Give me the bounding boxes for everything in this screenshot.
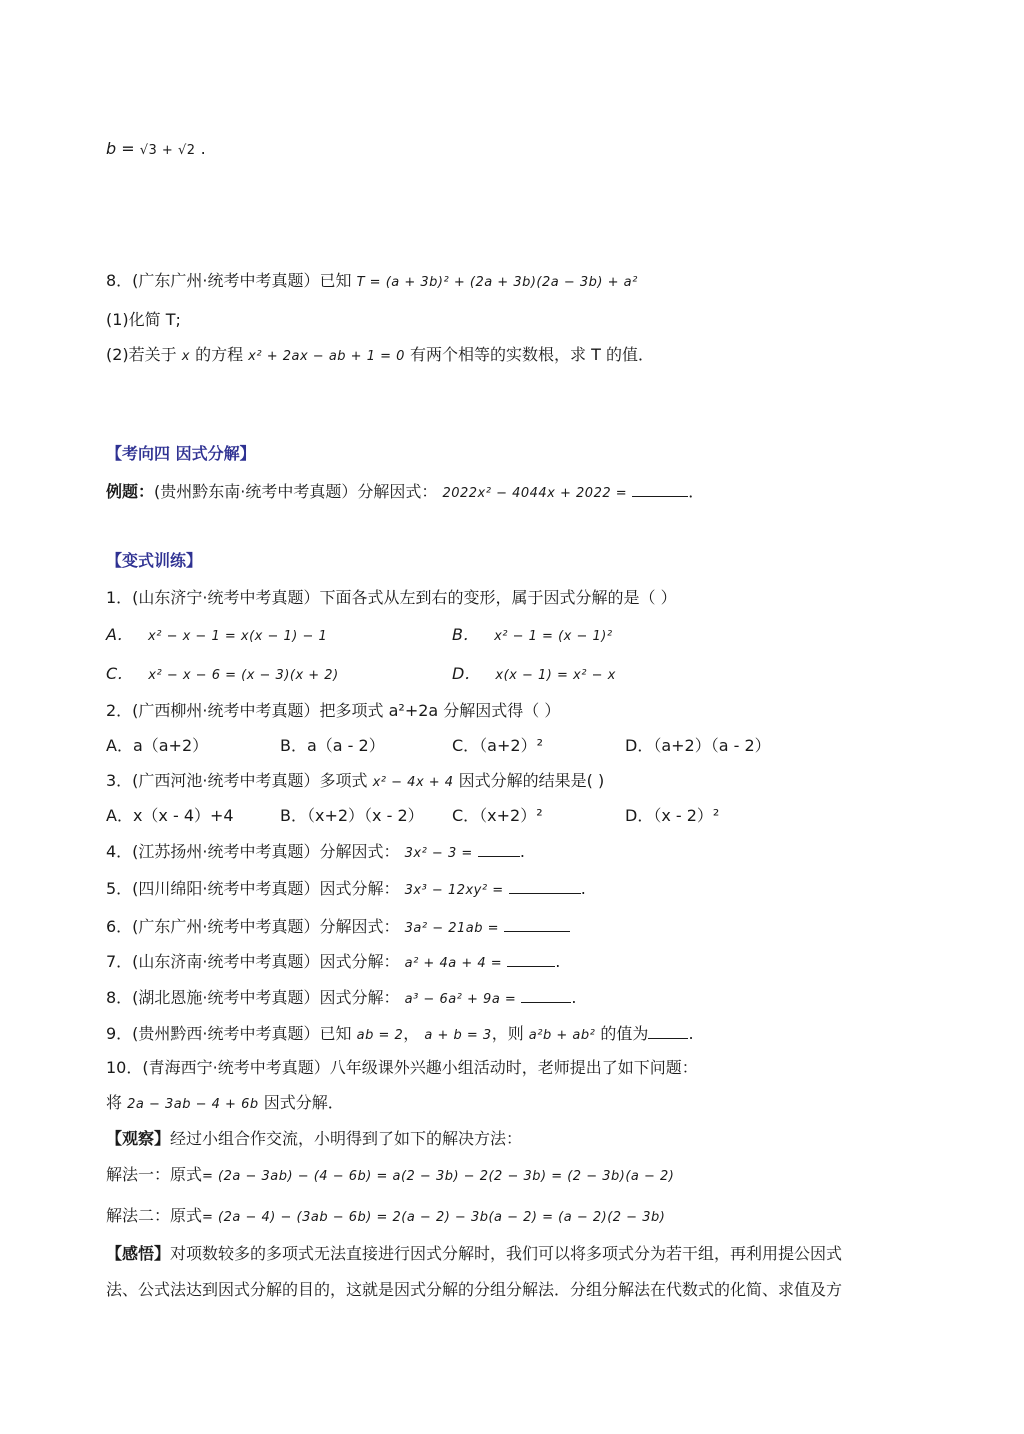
p2-option-c: C．（a+2）² xyxy=(452,736,543,755)
practice-heading: 【变式训练】 xyxy=(106,551,203,570)
p10-insight-1 xyxy=(106,1243,842,1265)
p7-stem: 7．(山东济南·统考中考真题）因式分解： xyxy=(106,952,400,971)
section4-example xyxy=(106,481,704,505)
p7 xyxy=(106,951,560,975)
p1-option-a xyxy=(106,624,327,648)
p10-insight-2: 法、公式法达到因式分解的目的，这就是因式分解的分组分解法．分组分解法在代数式的化简、求值及方 xyxy=(106,1280,843,1299)
p1-option-d xyxy=(452,663,616,687)
p9-sep: ， xyxy=(403,1024,420,1043)
q8-part2-var: x xyxy=(181,349,190,364)
p5 xyxy=(106,878,586,902)
p2-stem: 2．(广西柳州·统考中考真题）把多项式 a²+2a 分解因式得（ ） xyxy=(106,701,561,720)
p1-a-label: A． xyxy=(106,625,133,644)
p1-b-label: B． xyxy=(452,625,479,644)
p10-m1-label: 解法一：原式 xyxy=(106,1165,203,1184)
p3-option-b: B．（x+2）（x - 2） xyxy=(280,806,424,825)
p9-f1: ab = 2 xyxy=(356,1028,404,1043)
q8-stem-line xyxy=(106,270,638,294)
p6-formula: 3a² − 21ab = xyxy=(404,921,500,936)
p2-option-a: A．a（a+2） xyxy=(106,736,209,755)
p5-formula: 3x³ − 12xy² = xyxy=(404,883,504,898)
intro-rhs: √3 + √2 xyxy=(139,143,196,158)
p8-end: . xyxy=(571,988,577,1007)
p4 xyxy=(106,841,525,865)
p2-option-d: D．（a+2）（a - 2） xyxy=(625,736,771,755)
q8-stem: 8．(广东广州·统考中考真题）已知 xyxy=(106,271,352,290)
p3-stem-b: 因式分解的结果是( ) xyxy=(458,771,605,790)
p4-answer-blank[interactable] xyxy=(478,842,520,857)
p3-option-c: C．（x+2）² xyxy=(452,806,543,825)
p9-stem-b: ，则 xyxy=(491,1024,524,1043)
p10-method1 xyxy=(106,1164,674,1188)
p1-option-c xyxy=(106,663,339,687)
p1-d-text: x(x − 1) = x² − x xyxy=(495,668,616,683)
p10-method2 xyxy=(106,1205,665,1229)
p8 xyxy=(106,987,577,1011)
p6 xyxy=(106,916,570,940)
q8-part2-c: 有两个相等的实数根，求 T 的值． xyxy=(410,345,654,364)
intro-end: . xyxy=(200,139,206,158)
section4-heading: 【考向四 因式分解】 xyxy=(106,444,256,463)
q8-formula: T = (a + 3b)² + (2a + 3b)(2a − 3b) + a² xyxy=(356,275,638,290)
q8-part2-a: (2)若关于 xyxy=(106,345,177,364)
p4-end: . xyxy=(519,842,525,861)
intro-lhs: b = xyxy=(106,139,135,158)
p10-m1: = (2a − 3ab) − (4 − 6b) = a(2 − 3b) − 2(2 − 3b) = (2 − 3b)(a − 2) xyxy=(202,1169,675,1184)
p1-b-text: x² − 1 = (x − 1)² xyxy=(494,629,613,644)
p9-stem-c: 的值为 xyxy=(600,1024,649,1043)
p8-stem: 8．(湖北恩施·统考中考真题）因式分解： xyxy=(106,988,400,1007)
p10-stem: 10．(青海西宁·统考中考真题）八年级课外兴趣小组活动时，老师提出了如下问题： xyxy=(106,1058,698,1077)
p1-c-text: x² − x − 6 = (x − 3)(x + 2) xyxy=(148,668,339,683)
example-end: ． xyxy=(688,482,705,501)
example-answer-blank[interactable] xyxy=(632,482,688,497)
p9-f2: a + b = 3 xyxy=(424,1028,492,1043)
p9-stem-a: 9．(贵州黔西·统考中考真题）已知 xyxy=(106,1024,352,1043)
p1-option-b xyxy=(452,624,613,648)
p10-task-a: 将 xyxy=(106,1093,123,1112)
intro-line xyxy=(106,138,206,162)
p10-observe xyxy=(106,1128,522,1150)
p7-end: . xyxy=(555,952,561,971)
p10-obs-text: 经过小组合作交流，小明得到了如下的解决方法： xyxy=(170,1129,523,1148)
p4-formula: 3x² − 3 = xyxy=(404,846,473,861)
p3-stem-formula: x² − 4x + 4 xyxy=(372,775,454,790)
q8-part2-b: 的方程 xyxy=(195,345,244,364)
p4-stem: 4．(江苏扬州·统考中考真题）分解因式： xyxy=(106,842,400,861)
p9 xyxy=(106,1023,694,1047)
p9-f3: a²b + ab² xyxy=(528,1028,596,1043)
p5-answer-blank[interactable] xyxy=(509,879,581,894)
p10-m2: = (2a − 4) − (3ab − 6b) = 2(a − 2) − 3b(a − 2) = (a − 2)(2 − 3b) xyxy=(202,1210,666,1225)
example-label: 例题： xyxy=(106,482,155,501)
q8-part2-eq: x² + 2ax − ab + 1 = 0 xyxy=(248,349,405,364)
p3-option-a: A．x（x - 4）+4 xyxy=(106,806,234,825)
p10-task xyxy=(106,1092,344,1116)
p10-insight-text-1: 对项数较多的多项式无法直接进行因式分解时，我们可以将多项式分为若干组，再利用提公因式 xyxy=(170,1244,843,1263)
p1-c-label: C． xyxy=(106,664,134,683)
p10-insight-label: 【感悟】 xyxy=(106,1244,171,1263)
p7-formula: a² + 4a + 4 = xyxy=(404,956,503,971)
p1-d-label: D． xyxy=(452,664,481,683)
p10-task-b: 因式分解． xyxy=(263,1093,344,1112)
p3-option-d: D．（x - 2）² xyxy=(625,806,720,825)
p5-stem: 5．(四川绵阳·统考中考真题）因式分解： xyxy=(106,879,400,898)
example-text: (贵州黔东南·统考中考真题）分解因式： xyxy=(154,482,438,501)
p9-end: . xyxy=(688,1024,694,1043)
p1-stem: 1．(山东济宁·统考中考真题）下面各式从左到右的变形，属于因式分解的是（ ） xyxy=(106,588,677,607)
p10-obs-label: 【观察】 xyxy=(106,1129,171,1148)
p5-end: . xyxy=(580,879,586,898)
p10-m2-label: 解法二：原式 xyxy=(106,1206,203,1225)
p6-answer-blank[interactable] xyxy=(504,917,570,932)
p8-answer-blank[interactable] xyxy=(521,988,571,1003)
q8-part1: (1)化简 T; xyxy=(106,310,181,329)
p6-stem: 6．(广东广州·统考中考真题）分解因式： xyxy=(106,917,400,936)
example-formula: 2022x² − 4044x + 2022 = xyxy=(442,486,628,501)
p1-a-text: x² − x − 1 = x(x − 1) − 1 xyxy=(148,629,328,644)
p3-stem-a: 3．(广西河池·统考中考真题）多项式 xyxy=(106,771,368,790)
p10-task-formula: 2a − 3ab − 4 + 6b xyxy=(127,1097,259,1112)
p9-answer-blank[interactable] xyxy=(648,1024,688,1039)
p7-answer-blank[interactable] xyxy=(507,952,555,967)
p3-stem xyxy=(106,770,604,794)
p8-formula: a³ − 6a² + 9a = xyxy=(404,992,517,1007)
p2-option-b: B．a（a - 2） xyxy=(280,736,385,755)
q8-part2 xyxy=(106,344,654,368)
